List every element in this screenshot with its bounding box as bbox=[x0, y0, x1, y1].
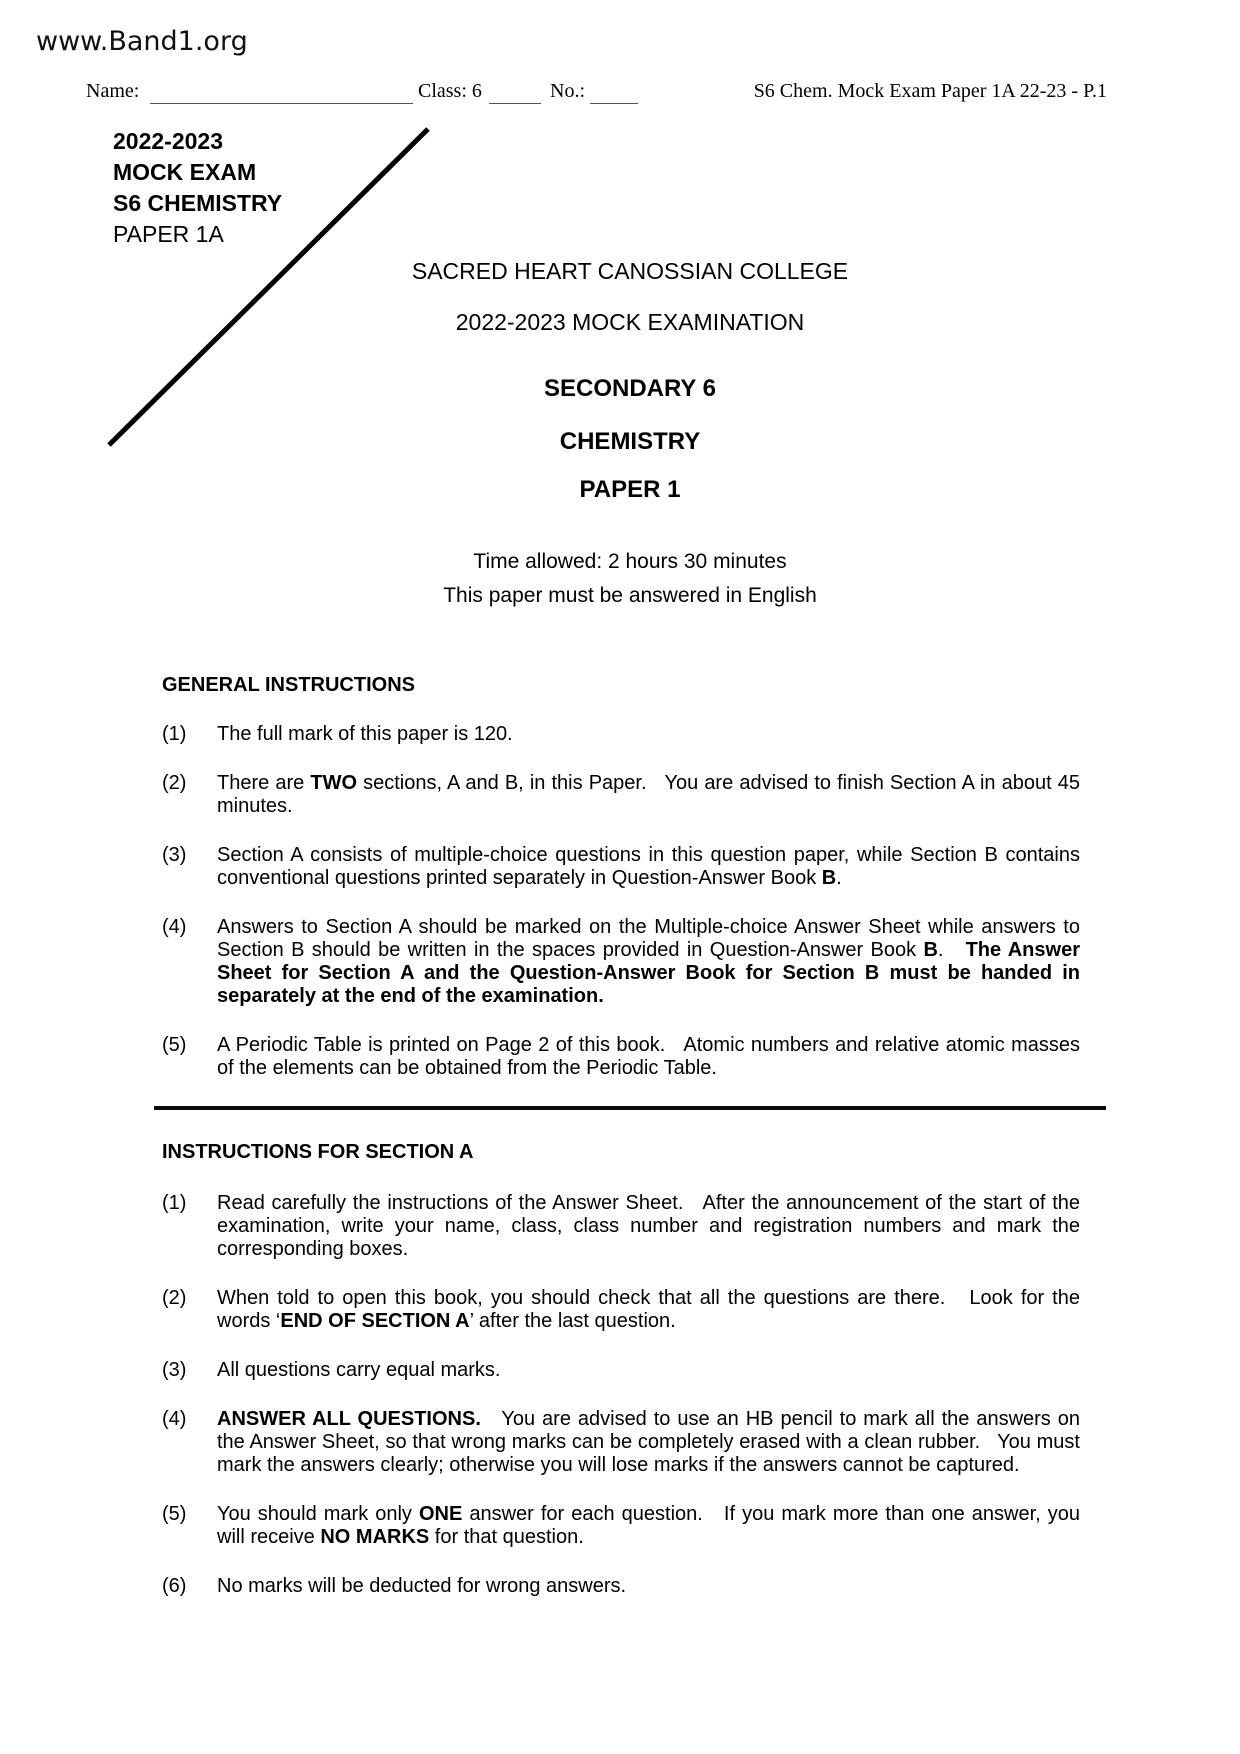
item-text: All questions carry equal marks. bbox=[217, 1359, 501, 1381]
instructions-body bbox=[162, 674, 1080, 1598]
corner-exam: MOCK EXAM bbox=[113, 159, 257, 185]
general-instruction-item-3 bbox=[162, 844, 1080, 890]
time-allowed-note: Time allowed: 2 hours 30 minutes bbox=[473, 550, 787, 573]
item-text: Answers to Section A should be marked on the Multiple-choice Answer Sheet while answers to Section B should be written in the spaces provided in Question-Answer Book B. The Answer Sheet for Section A and the Question-Answer Book for Section B must be handed in separately at the end of the examination. bbox=[217, 916, 1080, 1007]
item-text: ANSWER ALL QUESTIONS. You are advised to use an HB pencil to mark all the answers on the Answer Sheet, so that wrong marks can be completely erased with a clean rubber. You must mark the answers clearly; otherwise you will lose marks if the answers cannot be captured. bbox=[217, 1408, 1080, 1476]
section-a-instruction-item-5 bbox=[162, 1503, 1080, 1549]
diagonal-strike-line bbox=[100, 120, 435, 455]
item-text: A Periodic Table is printed on Page 2 of this book. Atomic numbers and relative atomic masses of the elements can be obtained from the Periodic Table. bbox=[217, 1034, 1080, 1079]
no-blank-line bbox=[590, 83, 638, 104]
exam-name: 2022-2023 MOCK EXAMINATION bbox=[455, 309, 805, 335]
item-number: (3) bbox=[162, 1359, 187, 1381]
name-blank-line bbox=[150, 83, 413, 104]
item-number: (3) bbox=[162, 844, 187, 866]
item-number: (2) bbox=[162, 772, 187, 794]
item-text: There are TWO sections, A and B, in this Paper. You are advised to finish Section A in about 45 minutes. bbox=[217, 772, 1081, 817]
general-instructions-heading: GENERAL INSTRUCTIONS bbox=[162, 674, 415, 696]
section-a-instruction-item-6 bbox=[162, 1575, 1080, 1598]
page-header: S6 Chem. Mock Exam Paper 1A 22-23 - P.1 bbox=[753, 80, 1107, 102]
class-label: Class: 6 bbox=[418, 80, 482, 102]
item-text: No marks will be deducted for wrong answers. bbox=[217, 1575, 627, 1597]
item-text: The full mark of this paper is 120. bbox=[217, 723, 513, 745]
item-number: (1) bbox=[162, 723, 187, 745]
section-a-instruction-item-2 bbox=[162, 1287, 1080, 1333]
section-a-instruction-item-1 bbox=[162, 1192, 1080, 1261]
item-text: You should mark only ONE answer for each question. If you mark more than one answer, you will receive NO MARKS for that question. bbox=[217, 1503, 1081, 1548]
item-number: (6) bbox=[162, 1575, 187, 1597]
no-label: No.: bbox=[550, 80, 585, 102]
item-number: (4) bbox=[162, 916, 187, 938]
item-number: (2) bbox=[162, 1287, 187, 1309]
item-number: (1) bbox=[162, 1192, 187, 1214]
section-a-instruction-item-4 bbox=[162, 1408, 1080, 1477]
class-blank-line bbox=[489, 83, 541, 104]
item-number: (5) bbox=[162, 1503, 187, 1525]
general-instruction-item-5 bbox=[162, 1034, 1080, 1080]
general-instruction-item-1 bbox=[162, 723, 1080, 746]
item-text: Read carefully the instructions of the Answer Sheet. After the announcement of the start of the examination, write your name, class, class number and registration numbers and mark the corresponding boxes. bbox=[217, 1192, 1080, 1260]
corner-year: 2022-2023 bbox=[113, 128, 223, 154]
subject-title: CHEMISTRY bbox=[559, 428, 701, 455]
item-number: (4) bbox=[162, 1408, 187, 1430]
general-instruction-item-4 bbox=[162, 916, 1080, 1008]
item-text: Section A consists of multiple-choice questions in this question paper, while Section B contains conventional questions printed separately in Question-Answer Book B. bbox=[217, 844, 1080, 889]
corner-subject: S6 CHEMISTRY bbox=[113, 190, 283, 216]
paper-title: PAPER 1 bbox=[579, 476, 681, 503]
section-a-instructions-heading: INSTRUCTIONS FOR SECTION A bbox=[162, 1141, 474, 1163]
language-note: This paper must be answered in English bbox=[443, 584, 817, 607]
section-a-instruction-item-3 bbox=[162, 1359, 1080, 1382]
site-watermark: www.Band1.org bbox=[36, 26, 248, 57]
general-instruction-item-2 bbox=[162, 772, 1080, 818]
school-name: SACRED HEART CANOSSIAN COLLEGE bbox=[411, 258, 849, 284]
name-label: Name: bbox=[86, 80, 140, 102]
level-title: SECONDARY 6 bbox=[543, 375, 717, 402]
item-number: (5) bbox=[162, 1034, 187, 1056]
corner-paper: PAPER 1A bbox=[113, 221, 224, 247]
section-divider-rule bbox=[154, 1106, 1106, 1110]
item-text: When told to open this book, you should check that all the questions are there. Look for the words ‘END OF SECTION A’ after the last question. bbox=[217, 1287, 1080, 1332]
